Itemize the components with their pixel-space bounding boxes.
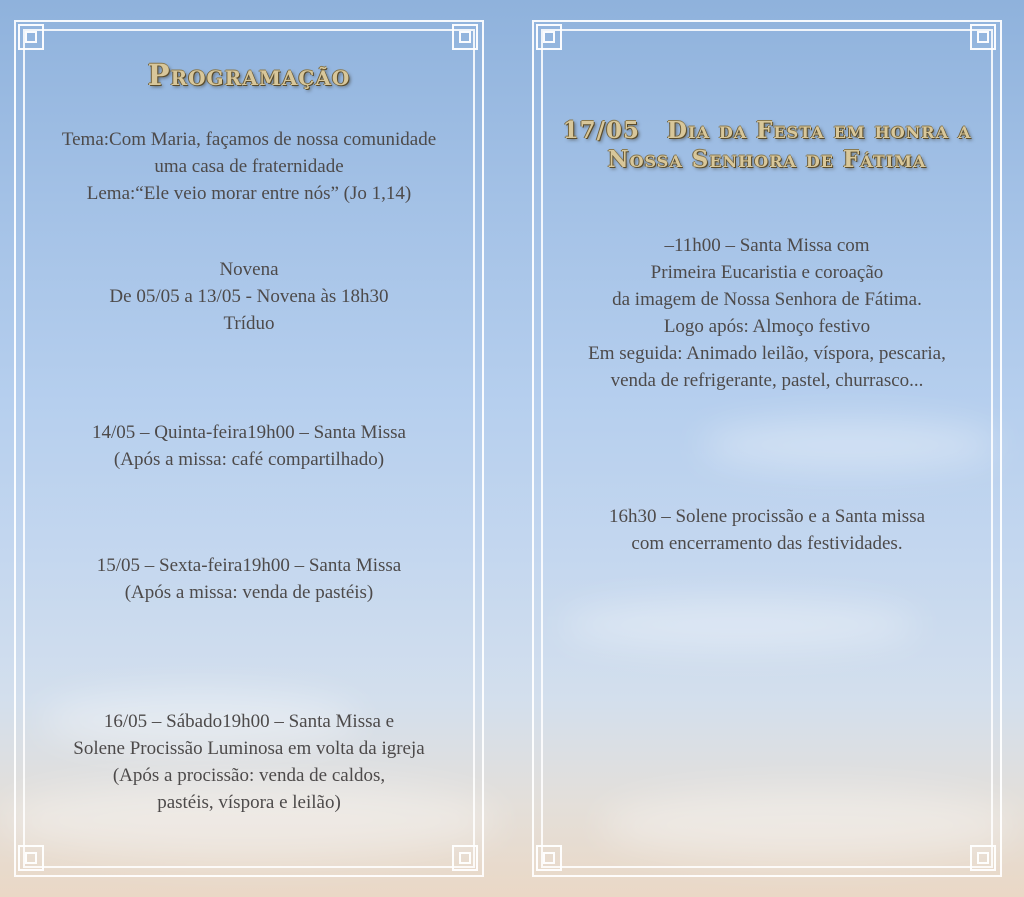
corner-ornament <box>536 24 564 52</box>
corner-ornament <box>452 24 480 52</box>
triduo-heading: Tríduo <box>223 313 275 334</box>
theme-line: uma casa de fraternidade <box>154 156 344 177</box>
day-14-line: 14/05 – Quinta-feira19h00 – Santa Missa <box>92 422 406 443</box>
corner-ornament <box>452 845 480 873</box>
morning-schedule-block <box>532 232 1002 394</box>
day-14-block <box>14 419 484 473</box>
day-16-line: Solene Procissão Luminosa em volta da igreja <box>73 738 425 759</box>
theme-block <box>14 126 484 207</box>
schedule-line: Logo após: Almoço festivo <box>663 316 871 337</box>
day-16-note: pastéis, víspora e leilão) <box>157 792 341 813</box>
theme-line: Tema:Com Maria, façamos de nossa comunidade <box>61 129 437 150</box>
day-16-note: (Após a procissão: venda de caldos, <box>112 765 386 786</box>
schedule-line: com encerramento das festividades. <box>631 533 903 554</box>
schedule-line: da imagem de Nossa Senhora de Fátima. <box>612 289 922 310</box>
corner-ornament <box>18 24 46 52</box>
schedule-line: –11h00 – Santa Missa com <box>664 235 870 256</box>
day-16-line: 16/05 – Sábado19h00 – Santa Missa e <box>103 711 395 732</box>
day-14-note: (Após a missa: café compartilhado) <box>113 449 385 470</box>
day-15-note: (Após a missa: venda de pastéis) <box>124 582 374 603</box>
feast-title-line: Nossa Senhora de Fátima <box>607 146 927 173</box>
program-title: Programação <box>147 58 351 92</box>
schedule-line: Primeira Eucaristia e coroação <box>650 262 884 283</box>
left-panel <box>14 20 484 877</box>
novena-heading: Novena <box>219 259 279 280</box>
afternoon-schedule-block <box>532 503 1002 557</box>
feast-title-line: 17/05 Dia da Festa em honra a <box>562 117 972 144</box>
right-panel <box>532 20 1002 877</box>
corner-ornament <box>970 24 998 52</box>
day-16-block <box>14 708 484 816</box>
novena-dates: De 05/05 a 13/05 - Novena às 18h30 <box>109 286 389 307</box>
motto-line: Lema:“Ele veio morar entre nós” (Jo 1,14) <box>86 183 412 204</box>
corner-ornament <box>536 845 564 873</box>
schedule-line: Em seguida: Animado leilão, víspora, pescaria, <box>588 343 946 364</box>
corner-ornament <box>18 845 46 873</box>
corner-ornament <box>970 845 998 873</box>
feast-title <box>532 116 1002 174</box>
schedule-line: venda de refrigerante, pastel, churrasco... <box>610 370 924 391</box>
day-15-line: 15/05 – Sexta-feira19h00 – Santa Missa <box>96 555 402 576</box>
day-15-block <box>14 552 484 606</box>
schedule-line: 16h30 – Solene procissão e a Santa missa <box>608 506 926 527</box>
novena-block <box>14 256 484 337</box>
